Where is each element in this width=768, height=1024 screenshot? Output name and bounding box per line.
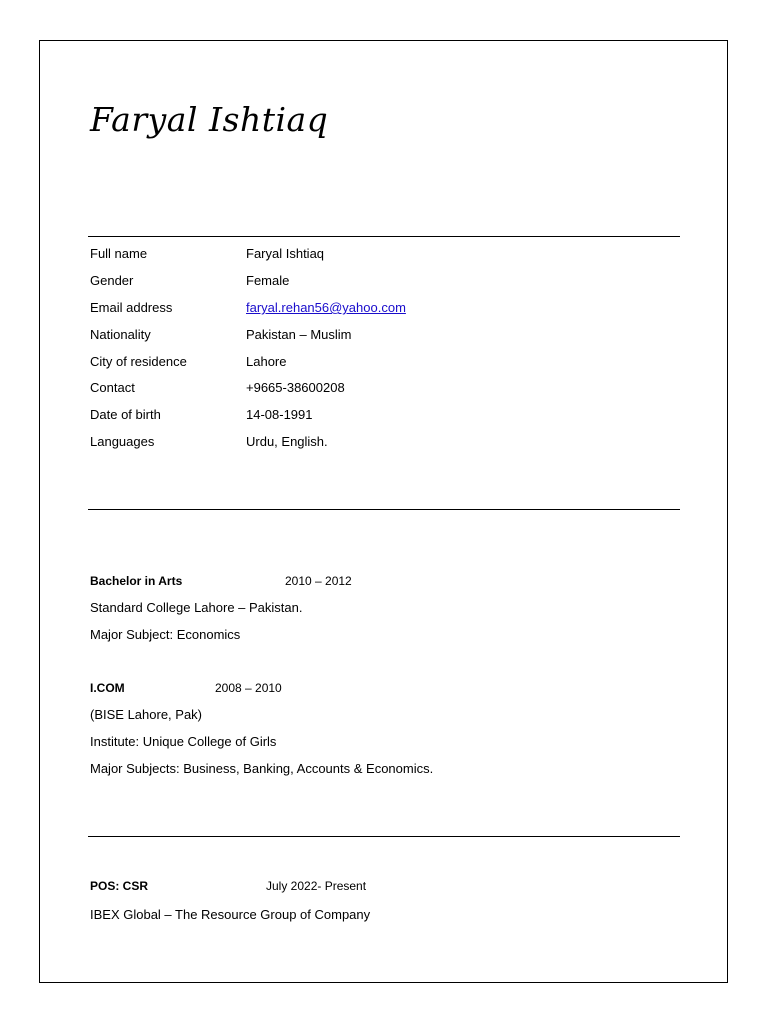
info-value: Female: [246, 273, 290, 288]
info-value: Lahore: [246, 354, 287, 369]
info-value: Urdu, English.: [246, 434, 328, 449]
position-title: POS: CSR: [90, 879, 149, 893]
info-label: City of residence: [90, 354, 187, 369]
degree-years: 2010 – 2012: [285, 574, 352, 588]
info-label: Languages: [90, 434, 155, 449]
info-row-city: [90, 352, 680, 372]
info-row-gender: [90, 271, 680, 291]
info-label: Gender: [90, 273, 134, 288]
info-label: Date of birth: [90, 407, 161, 422]
degree-title: I.COM: [90, 681, 125, 695]
degree-title: Bachelor in Arts: [90, 574, 183, 588]
section-divider-education: [88, 509, 680, 510]
info-label: Email address: [90, 300, 173, 315]
info-row-dob: [90, 405, 680, 425]
page-frame: [39, 40, 728, 983]
education-heading-2: [90, 678, 282, 698]
info-value: +9665-38600208: [246, 380, 345, 395]
education-detail: Standard College Lahore – Pakistan.: [90, 600, 303, 615]
info-value: Pakistan – Muslim: [246, 327, 352, 342]
education-heading-1: [90, 571, 352, 591]
experience-company: IBEX Global – The Resource Group of Company: [90, 907, 371, 922]
section-divider-top: [88, 236, 680, 237]
education-detail: (BISE Lahore, Pak): [90, 707, 202, 722]
degree-years: 2008 – 2010: [215, 681, 282, 695]
info-label: Nationality: [90, 327, 151, 342]
name-title: Faryal Ishtiaq: [90, 100, 329, 139]
education-detail: Major Subjects: Business, Banking, Accounts & Economics.: [90, 761, 434, 776]
position-period: July 2022- Present: [266, 879, 367, 893]
info-row-contact: [90, 378, 680, 398]
experience-heading: [90, 876, 367, 896]
info-row-full-name: [90, 244, 680, 264]
info-label: Contact: [90, 380, 135, 395]
email-link[interactable]: faryal.rehan56@yahoo.com: [246, 300, 406, 315]
info-label: Full name: [90, 246, 148, 261]
info-value: Faryal Ishtiaq: [246, 246, 325, 261]
info-row-languages: [90, 432, 680, 452]
section-divider-experience: [88, 836, 680, 837]
info-row-nationality: [90, 325, 680, 345]
education-detail: Major Subject: Economics: [90, 627, 241, 642]
info-value-email: [246, 298, 406, 318]
info-row-email: [90, 298, 680, 318]
education-detail: Institute: Unique College of Girls: [90, 734, 277, 749]
info-value: 14-08-1991: [246, 407, 313, 422]
